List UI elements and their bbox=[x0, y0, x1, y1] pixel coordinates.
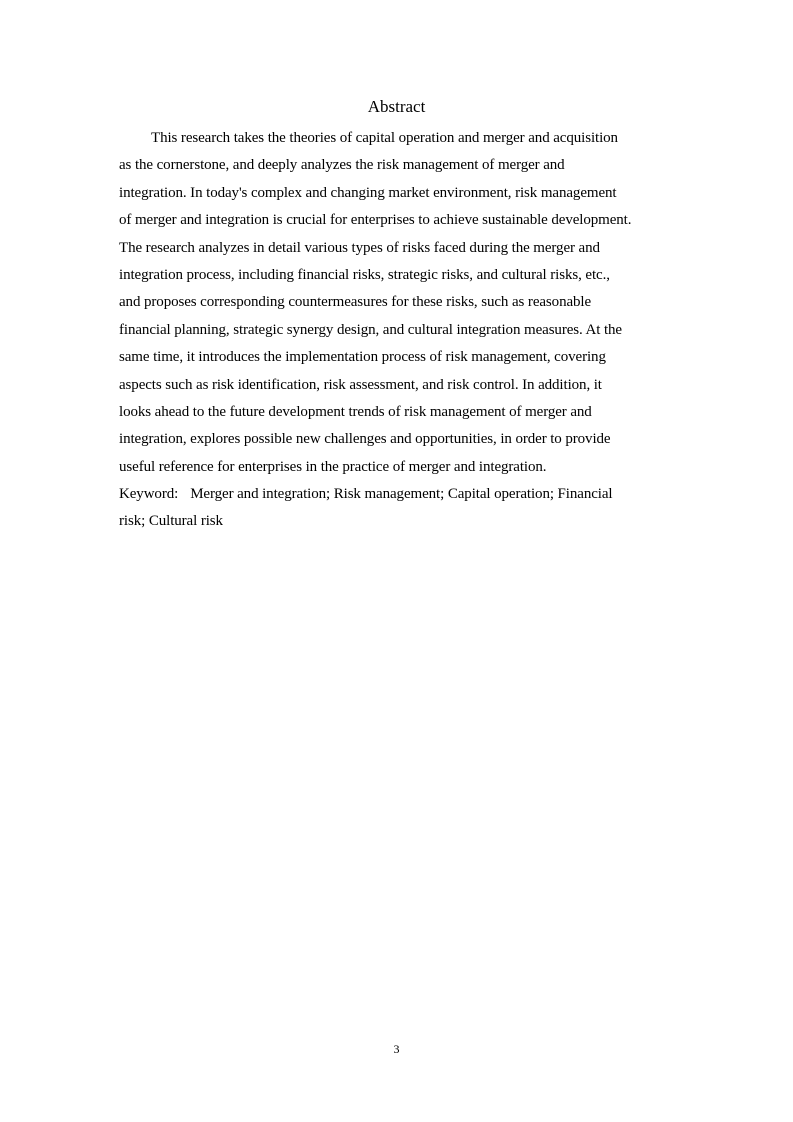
abstract-line: This research takes the theories of capital operation and merger and acquisition bbox=[151, 130, 618, 146]
abstract-line: useful reference for enterprises in the practice of merger and integration. bbox=[119, 458, 547, 475]
abstract-line: integration. In today's complex and changing market environment, risk management bbox=[119, 184, 617, 201]
keywords-text: Merger and integration; Risk management; Capital operation; Financial bbox=[190, 486, 613, 503]
abstract-line: and proposes corresponding countermeasures for these risks, such as reasonable bbox=[119, 294, 592, 311]
abstract-line: of merger and integration is crucial for enterprises to achieve sustainable development. bbox=[119, 212, 632, 229]
abstract-body bbox=[119, 125, 689, 536]
abstract-line: The research analyzes in detail various types of risks faced during the merger and bbox=[119, 239, 600, 256]
abstract-line: integration process, including financial risks, strategic risks, and cultural risks, etc., bbox=[119, 266, 610, 283]
abstract-line: financial planning, strategic synergy design, and cultural integration measures. At the bbox=[119, 321, 622, 338]
abstract-line: integration, explores possible new challenges and opportunities, in order to provide bbox=[119, 431, 611, 448]
keywords-label: Keyword: bbox=[119, 486, 179, 503]
abstract-line: aspects such as risk identification, risk assessment, and risk control. In addition, it bbox=[119, 376, 602, 393]
page-number: 3 bbox=[393, 1042, 400, 1056]
abstract-line: looks ahead to the future development trends of risk management of merger and bbox=[119, 403, 592, 420]
abstract-line: same time, it introduces the implementation process of risk management, covering bbox=[119, 349, 606, 366]
abstract-line: as the cornerstone, and deeply analyzes the risk management of merger and bbox=[119, 157, 565, 174]
abstract-title: Abstract bbox=[367, 97, 426, 116]
keywords-line-continued: risk; Cultural risk bbox=[119, 513, 223, 530]
keywords-line bbox=[119, 481, 689, 508]
